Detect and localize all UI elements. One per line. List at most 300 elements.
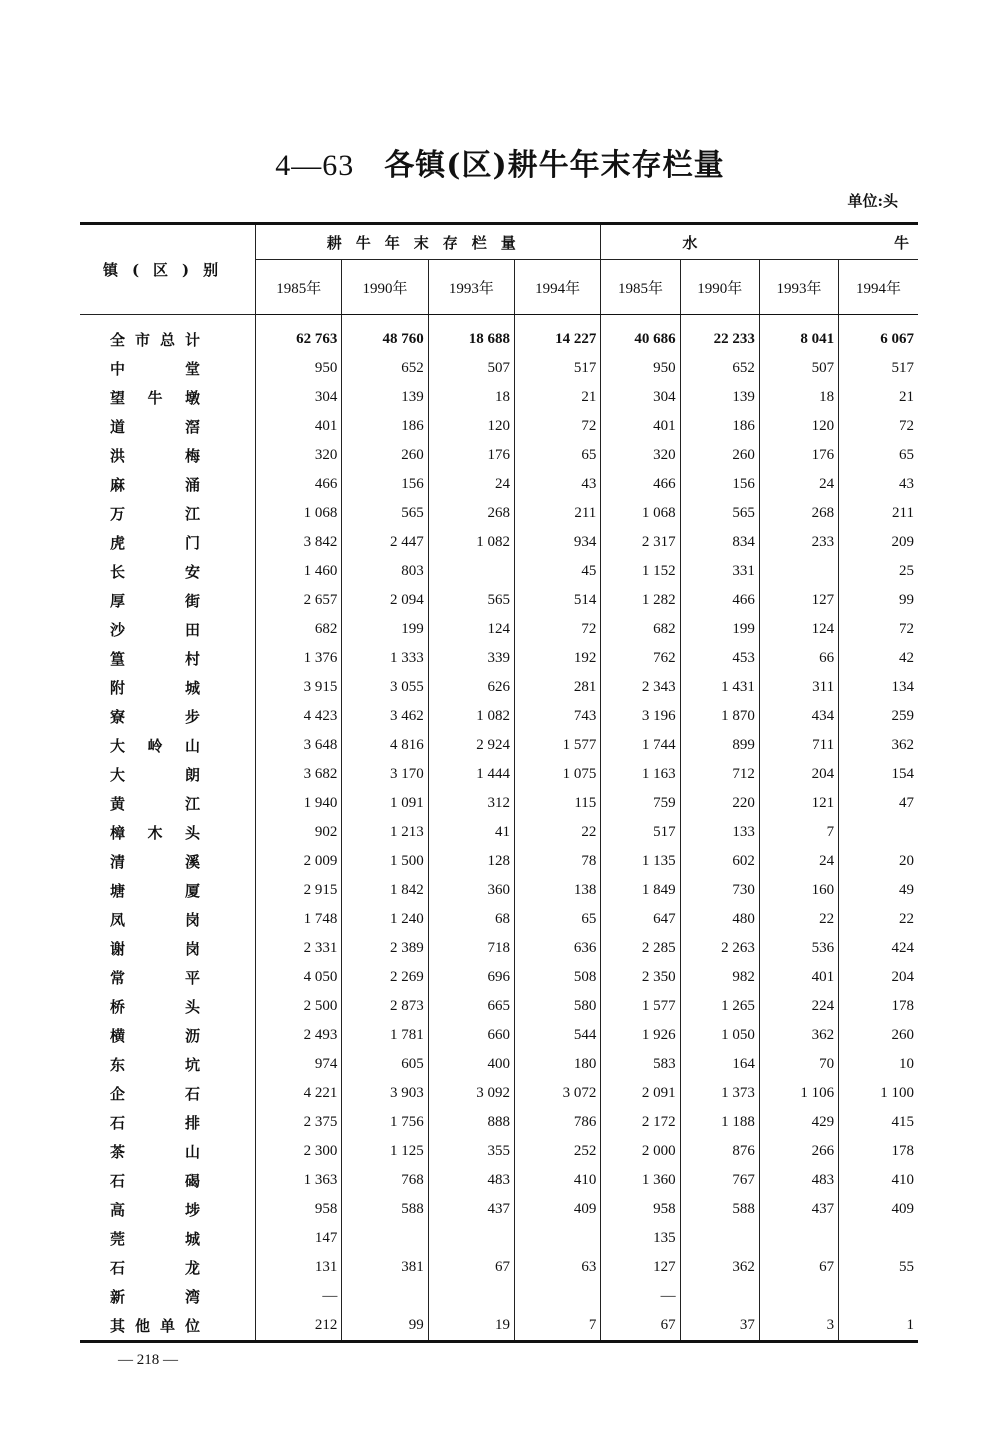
region-name-chars [110, 1170, 200, 1191]
region-name-chars [110, 1286, 200, 1307]
value-cell: 266 [759, 1137, 838, 1166]
value-cell: 565 [680, 499, 759, 528]
value-cell: 415 [839, 1108, 918, 1137]
value-cell: 199 [342, 615, 428, 644]
table-row [80, 963, 918, 992]
value-cell: 536 [759, 934, 838, 963]
value-cell: 115 [515, 789, 601, 818]
value-cell: 1 082 [428, 528, 514, 557]
value-cell: 2 091 [601, 1079, 680, 1108]
page-number: — 218 — [118, 1352, 178, 1368]
region-name-char: 岗 [184, 911, 200, 929]
value-cell: 1 363 [256, 1166, 342, 1195]
region-name-char: 碣 [184, 1172, 200, 1190]
value-cell: 42 [839, 644, 918, 673]
value-cell: 565 [428, 586, 514, 615]
region-name [80, 1224, 256, 1253]
region-name [80, 528, 256, 557]
value-cell: 2 269 [342, 963, 428, 992]
table-row [80, 615, 918, 644]
value-cell: 72 [515, 615, 601, 644]
value-cell: 409 [839, 1195, 918, 1224]
table-row [80, 470, 918, 499]
value-cell: 4 816 [342, 731, 428, 760]
value-cell: 3 092 [428, 1079, 514, 1108]
region-name-char: 计 [184, 331, 200, 349]
region-name-char: 万 [110, 505, 126, 523]
region-name-char: 中 [110, 360, 126, 378]
region-name-char: 涌 [184, 476, 200, 494]
value-cell: 934 [515, 528, 601, 557]
value-cell: 410 [515, 1166, 601, 1195]
value-cell: 135 [601, 1224, 680, 1253]
region-name [80, 1021, 256, 1050]
region-name [80, 1137, 256, 1166]
value-cell: 2 389 [342, 934, 428, 963]
value-cell: 665 [428, 992, 514, 1021]
value-cell: 124 [428, 615, 514, 644]
value-cell: 1 [839, 1311, 918, 1342]
year-header: 1990年 [680, 260, 759, 315]
table-row [80, 441, 918, 470]
value-cell: 304 [256, 383, 342, 412]
value-cell: 72 [839, 412, 918, 441]
value-cell: 2 300 [256, 1137, 342, 1166]
region-name-char: 埗 [184, 1201, 200, 1219]
region-name-chars [110, 996, 200, 1017]
table-row [80, 760, 918, 789]
value-cell: 588 [680, 1195, 759, 1224]
value-cell: 1 926 [601, 1021, 680, 1050]
value-cell: 62 763 [256, 315, 342, 355]
value-cell: 1 744 [601, 731, 680, 760]
year-header: 1985年 [601, 260, 680, 315]
value-cell: 355 [428, 1137, 514, 1166]
region-name-char: 岗 [184, 940, 200, 958]
value-cell: 22 [515, 818, 601, 847]
value-cell: 160 [759, 876, 838, 905]
region-name-chars [110, 503, 200, 524]
value-cell: 712 [680, 760, 759, 789]
region-name-chars [110, 561, 200, 582]
region-name-char: 安 [184, 563, 200, 581]
region-name-char: 朗 [184, 766, 200, 784]
region-name-char: 麻 [110, 476, 126, 494]
value-cell: 22 233 [680, 315, 759, 355]
region-name [80, 963, 256, 992]
table-row [80, 315, 918, 355]
region-name-char: 石 [110, 1114, 126, 1132]
value-cell: 3 170 [342, 760, 428, 789]
region-name-char: 他 [134, 1317, 150, 1335]
value-cell: 24 [759, 470, 838, 499]
value-cell: 339 [428, 644, 514, 673]
value-cell: 360 [428, 876, 514, 905]
value-cell: 626 [428, 673, 514, 702]
region-name-chars [110, 1228, 200, 1249]
value-cell: 43 [839, 470, 918, 499]
region-name [80, 315, 256, 355]
value-cell: 131 [256, 1253, 342, 1282]
value-cell: 400 [428, 1050, 514, 1079]
value-cell: 127 [601, 1253, 680, 1282]
region-name-char: 湾 [184, 1288, 200, 1306]
value-cell: 1 050 [680, 1021, 759, 1050]
value-cell: 2 285 [601, 934, 680, 963]
unit-label: 单位:头 [847, 192, 898, 210]
value-cell: 517 [515, 354, 601, 383]
region-name-char: 单 [159, 1317, 175, 1335]
value-cell: 483 [759, 1166, 838, 1195]
value-cell: 1 500 [342, 847, 428, 876]
region-name [80, 1195, 256, 1224]
value-cell: 401 [256, 412, 342, 441]
table-row [80, 644, 918, 673]
table-row [80, 354, 918, 383]
value-cell: 409 [515, 1195, 601, 1224]
region-name-char: 墩 [184, 389, 200, 407]
region-name-chars [110, 938, 200, 959]
value-cell: 139 [342, 383, 428, 412]
region-name-chars [110, 706, 200, 727]
value-cell: 121 [759, 789, 838, 818]
region-name [80, 1079, 256, 1108]
region-name-char: 莞 [110, 1230, 126, 1248]
region-name [80, 1282, 256, 1311]
value-cell: 1 106 [759, 1079, 838, 1108]
value-cell: 3 055 [342, 673, 428, 702]
region-name [80, 876, 256, 905]
region-name-char: 总 [159, 331, 175, 349]
region-name [80, 383, 256, 412]
value-cell: 2 172 [601, 1108, 680, 1137]
region-name-char: 桥 [110, 998, 126, 1016]
value-cell: 2 915 [256, 876, 342, 905]
value-cell: 10 [839, 1050, 918, 1079]
region-name-char: 坑 [184, 1056, 200, 1074]
table-row [80, 1224, 918, 1253]
value-cell: 176 [428, 441, 514, 470]
value-cell [759, 557, 838, 586]
value-cell: 1 213 [342, 818, 428, 847]
region-name [80, 441, 256, 470]
value-cell: 138 [515, 876, 601, 905]
region-name-char: 其 [110, 1317, 126, 1335]
value-cell: 1 431 [680, 673, 759, 702]
value-cell: 192 [515, 644, 601, 673]
value-cell: 381 [342, 1253, 428, 1282]
value-cell: 178 [839, 992, 918, 1021]
value-cell: 178 [839, 1137, 918, 1166]
value-cell: 429 [759, 1108, 838, 1137]
value-cell: 7 [759, 818, 838, 847]
value-cell: 401 [759, 963, 838, 992]
value-cell: 224 [759, 992, 838, 1021]
table-row [80, 1050, 918, 1079]
value-cell: 2 375 [256, 1108, 342, 1137]
group-header-total: 耕牛年末存栏量 [256, 224, 601, 260]
region-name-chars [110, 1112, 200, 1133]
value-cell: 1 849 [601, 876, 680, 905]
value-cell: 304 [601, 383, 680, 412]
value-cell: 1 082 [428, 702, 514, 731]
value-cell [839, 818, 918, 847]
region-name-char: 清 [110, 853, 126, 871]
region-name-char: 道 [110, 418, 126, 436]
value-cell: 156 [680, 470, 759, 499]
value-cell: 48 760 [342, 315, 428, 355]
region-name-char: 江 [184, 505, 200, 523]
value-cell: 65 [515, 905, 601, 934]
region-name-char: 石 [110, 1259, 126, 1277]
value-cell: 1 068 [601, 499, 680, 528]
region-name-char: 堂 [184, 360, 200, 378]
value-cell: 888 [428, 1108, 514, 1137]
value-cell: 67 [601, 1311, 680, 1342]
region-name [80, 847, 256, 876]
value-cell: 1 240 [342, 905, 428, 934]
value-cell: 410 [839, 1166, 918, 1195]
region-name-char: 塘 [110, 882, 126, 900]
value-cell: 1 577 [515, 731, 601, 760]
value-cell: 1 460 [256, 557, 342, 586]
value-cell: 1 376 [256, 644, 342, 673]
value-cell: 1 577 [601, 992, 680, 1021]
value-cell: 2 493 [256, 1021, 342, 1050]
table-row [80, 992, 918, 1021]
region-name-char: 寮 [110, 708, 126, 726]
value-cell: 803 [342, 557, 428, 586]
region-name-char: 篁 [110, 650, 126, 668]
value-cell: 68 [428, 905, 514, 934]
region-name-char: 樟 [110, 824, 126, 842]
region-name-char: 田 [184, 621, 200, 639]
value-cell: 950 [256, 354, 342, 383]
value-cell: 259 [839, 702, 918, 731]
value-cell: 14 227 [515, 315, 601, 355]
year-header: 1994年 [515, 260, 601, 315]
table-row [80, 731, 918, 760]
value-cell: — [256, 1282, 342, 1311]
value-cell: 186 [680, 412, 759, 441]
value-cell: 759 [601, 789, 680, 818]
value-cell: 401 [601, 412, 680, 441]
value-cell: 45 [515, 557, 601, 586]
value-cell: 1 373 [680, 1079, 759, 1108]
value-cell: 43 [515, 470, 601, 499]
region-name-chars [110, 416, 200, 437]
table-row [80, 1253, 918, 1282]
value-cell: 453 [680, 644, 759, 673]
value-cell: 40 686 [601, 315, 680, 355]
value-cell: 176 [759, 441, 838, 470]
value-cell: 1 125 [342, 1137, 428, 1166]
value-cell: 434 [759, 702, 838, 731]
value-cell: 47 [839, 789, 918, 818]
value-cell: 6 067 [839, 315, 918, 355]
region-name-char: 街 [184, 592, 200, 610]
region-name [80, 1311, 256, 1342]
value-cell: 99 [342, 1311, 428, 1342]
region-name-char: 望 [110, 389, 126, 407]
value-cell: 24 [428, 470, 514, 499]
value-cell: 22 [839, 905, 918, 934]
group-header-buffalo-right: 牛 [893, 233, 909, 252]
region-name-chars [110, 1083, 200, 1104]
value-cell: 3 [759, 1311, 838, 1342]
value-cell: 18 [428, 383, 514, 412]
region-name [80, 1166, 256, 1195]
value-cell: 260 [342, 441, 428, 470]
value-cell: 65 [515, 441, 601, 470]
value-cell: 466 [680, 586, 759, 615]
region-name-char: 岭 [147, 737, 163, 755]
table-title-text: 各镇(区)耕牛年末存栏量 [384, 148, 725, 183]
region-name-char: 头 [184, 998, 200, 1016]
value-cell: 311 [759, 673, 838, 702]
value-cell: 49 [839, 876, 918, 905]
region-name-chars [110, 474, 200, 495]
value-cell: 1 188 [680, 1108, 759, 1137]
value-cell: 982 [680, 963, 759, 992]
value-cell: 8 041 [759, 315, 838, 355]
value-cell: 281 [515, 673, 601, 702]
table-row [80, 557, 918, 586]
value-cell: 2 873 [342, 992, 428, 1021]
value-cell: 21 [839, 383, 918, 412]
value-cell [680, 1224, 759, 1253]
value-cell: 120 [759, 412, 838, 441]
region-name [80, 470, 256, 499]
value-cell: 147 [256, 1224, 342, 1253]
region-name-chars [110, 1054, 200, 1075]
value-cell: 466 [601, 470, 680, 499]
region-name-chars [110, 329, 200, 350]
value-cell: 127 [759, 586, 838, 615]
region-name-chars [110, 619, 200, 640]
value-cell: 22 [759, 905, 838, 934]
value-cell [342, 1282, 428, 1311]
region-name-chars [110, 851, 200, 872]
value-cell: 41 [428, 818, 514, 847]
value-cell: 211 [839, 499, 918, 528]
year-header: 1994年 [839, 260, 918, 315]
region-name-char: 门 [184, 534, 200, 552]
table-row [80, 383, 918, 412]
region-name-char: 石 [184, 1085, 200, 1103]
value-cell: 78 [515, 847, 601, 876]
value-cell [428, 1224, 514, 1253]
group-header-buffalo [601, 224, 918, 260]
value-cell: 1 135 [601, 847, 680, 876]
region-name [80, 1108, 256, 1137]
value-cell: 2 000 [601, 1137, 680, 1166]
table-row [80, 789, 918, 818]
value-cell: 268 [759, 499, 838, 528]
region-name-chars [110, 1199, 200, 1220]
region-name [80, 731, 256, 760]
value-cell: 260 [680, 441, 759, 470]
region-name-char: 村 [184, 650, 200, 668]
value-cell: 466 [256, 470, 342, 499]
value-cell: 362 [839, 731, 918, 760]
value-cell [342, 1224, 428, 1253]
region-name-char: 沥 [184, 1027, 200, 1045]
value-cell: 876 [680, 1137, 759, 1166]
year-header: 1993年 [428, 260, 514, 315]
region-name-char: 石 [110, 1172, 126, 1190]
value-cell: 1 333 [342, 644, 428, 673]
value-cell [680, 1282, 759, 1311]
table-row [80, 528, 918, 557]
value-cell: 18 688 [428, 315, 514, 355]
value-cell: 767 [680, 1166, 759, 1195]
value-cell: 220 [680, 789, 759, 818]
value-cell: 583 [601, 1050, 680, 1079]
value-cell: 320 [256, 441, 342, 470]
region-name-char: 山 [184, 737, 200, 755]
value-cell [515, 1224, 601, 1253]
value-cell: 565 [342, 499, 428, 528]
table-row [80, 702, 918, 731]
value-cell: 437 [428, 1195, 514, 1224]
region-name-char: 大 [110, 737, 126, 755]
value-cell: 3 915 [256, 673, 342, 702]
cattle-stock-table [80, 222, 918, 1343]
region-name [80, 702, 256, 731]
value-cell: 1 870 [680, 702, 759, 731]
value-cell: 24 [759, 847, 838, 876]
value-cell: 4 221 [256, 1079, 342, 1108]
value-cell: 636 [515, 934, 601, 963]
value-cell: 508 [515, 963, 601, 992]
value-cell: 260 [839, 1021, 918, 1050]
region-name [80, 1253, 256, 1282]
value-cell: 544 [515, 1021, 601, 1050]
region-name-char: 附 [110, 679, 126, 697]
value-cell: 139 [680, 383, 759, 412]
value-cell: 2 331 [256, 934, 342, 963]
region-name-chars [110, 358, 200, 379]
region-name-chars [110, 387, 200, 408]
value-cell: 652 [680, 354, 759, 383]
region-name-char: 长 [110, 563, 126, 581]
region-name-char: 横 [110, 1027, 126, 1045]
value-cell: 199 [680, 615, 759, 644]
value-cell: 331 [680, 557, 759, 586]
table-row [80, 499, 918, 528]
value-cell: 2 657 [256, 586, 342, 615]
value-cell: 21 [515, 383, 601, 412]
value-cell: 164 [680, 1050, 759, 1079]
value-cell: 730 [680, 876, 759, 905]
region-name-char: 谢 [110, 940, 126, 958]
value-cell: 834 [680, 528, 759, 557]
value-cell: 1 748 [256, 905, 342, 934]
region-name [80, 818, 256, 847]
value-cell: 186 [342, 412, 428, 441]
value-cell: 507 [428, 354, 514, 383]
value-cell: 4 050 [256, 963, 342, 992]
year-header: 1993年 [759, 260, 838, 315]
value-cell: 67 [759, 1253, 838, 1282]
region-name-char: 溪 [184, 853, 200, 871]
table-row [80, 412, 918, 441]
value-cell: 718 [428, 934, 514, 963]
value-cell: 233 [759, 528, 838, 557]
value-cell: 1 075 [515, 760, 601, 789]
value-cell: 2 924 [428, 731, 514, 760]
